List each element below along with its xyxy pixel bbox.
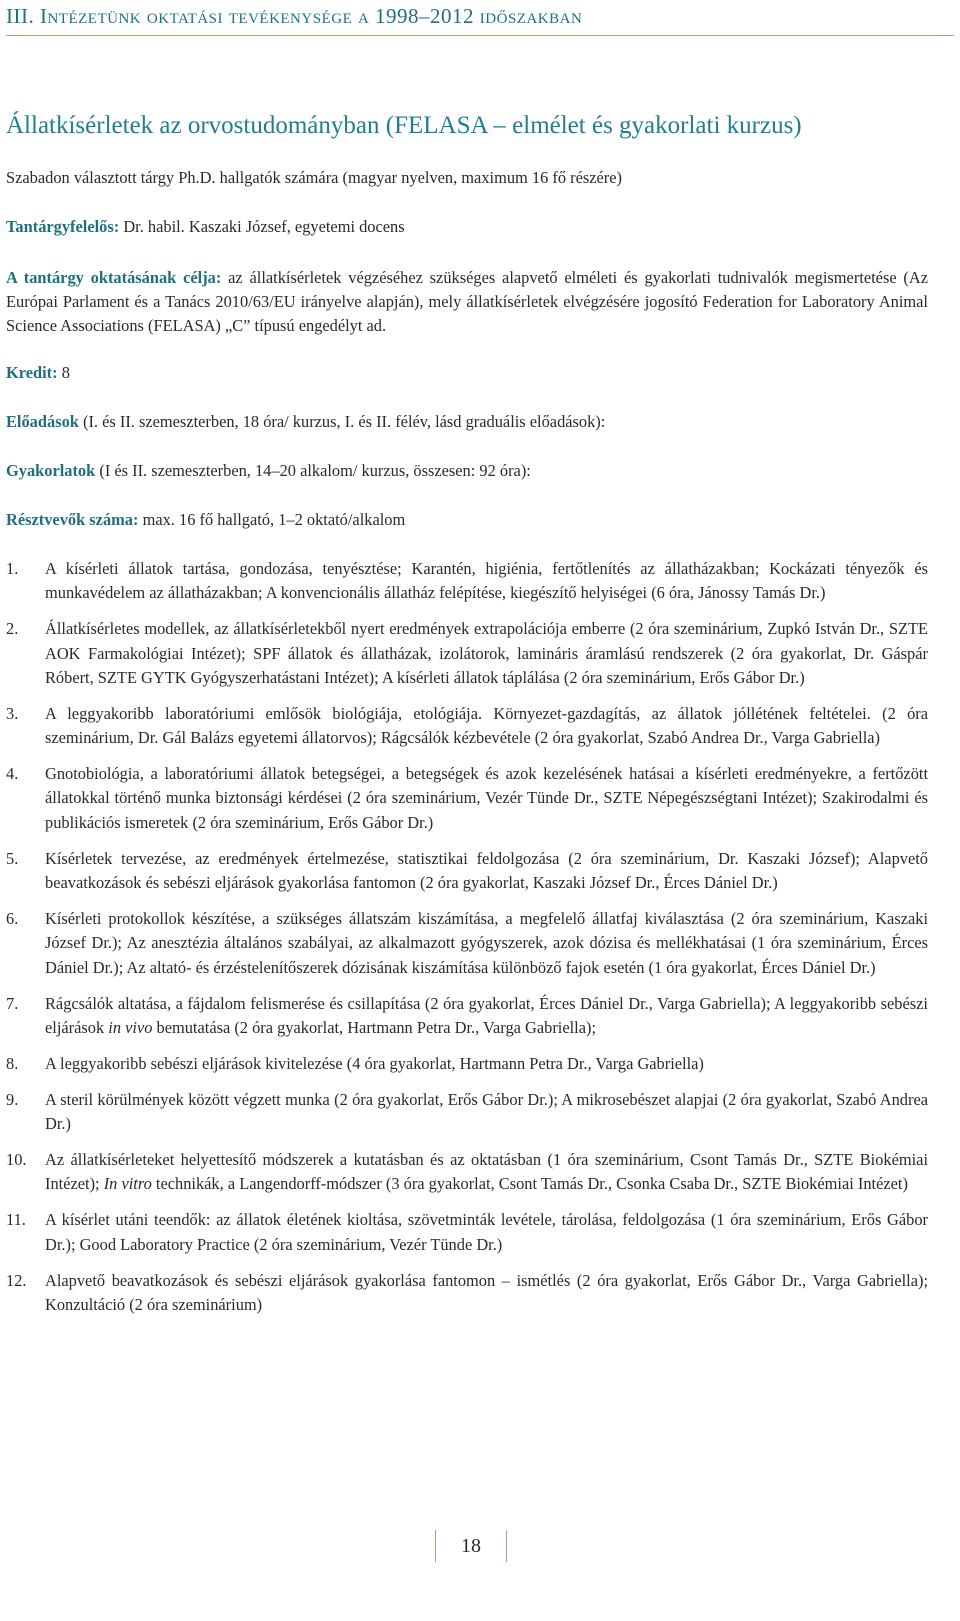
topic-text-italic: in vivo (108, 1017, 153, 1037)
responsible-label: Tantárgyfelelős: (6, 217, 120, 236)
topic-item (6, 992, 928, 1041)
topic-text: A leggyakoribb laboratóriumi emlősök biológiája, etológiája. Környezet-gazdagítás, az állatok jóllétének feltételei. (2 óra szeminárium, Dr. Gál Balázs egyetemi állatorvos); Rágcsálók kézbevétele (2 óra gyakorlat, Szabó Andrea Dr., Varga Gabriella) (45, 703, 928, 748)
topic-text: Gnotobiológia, a laboratóriumi állatok betegségei, a betegségek és azok kezelésének hatásai a kísérleti eredményekre, a fertőzött állatokkal történő munka biztonsági kérdései (2 óra szeminárium, Vezér Tünde Dr., SZTE Népegészségtani Intézet); Szakirodalmi és publikációs ismeretek (2 óra szeminárium, Erős Gábor Dr.) (45, 764, 928, 832)
topic-list (6, 557, 928, 1329)
aim-label: A tantárgy oktatásának célja: (6, 268, 222, 287)
topic-number: 2. (6, 619, 19, 639)
practicals-label: Gyakorlatok (6, 461, 96, 480)
topic-text: A kísérlet utáni teendők: az állatok életének kioltása, szövetminták levétele, tárolása, feldolgozása (1 óra szeminárium, Erős Gábor Dr.); Good Laboratory Practice (2 óra szeminárium, Vezér Tünde Dr.) (45, 1210, 928, 1254)
topic-item (6, 1088, 928, 1137)
topic-number: 4. (6, 764, 19, 784)
topic-text: Állatkísérletes modellek, az állatkísérletekből nyert eredmények extrapolációja emberre (2 óra szeminárium, Zupkó István Dr., SZTE AOK Farmakológiai Intézet); SPF állatok és állatházak, izolátorok, lamináris áramlású rendszerek (2 óra gyakorlat, Dr. Gáspár Róbert, SZTE GYTK Gyógyszerhatástani Intézet); A kísérleti állatok táplálása (2 óra szeminárium, Erős Gábor Dr.) (45, 619, 928, 687)
practicals-line (6, 461, 531, 481)
topic-item (6, 557, 928, 606)
topic-item (6, 1148, 928, 1197)
page-number: 18 (435, 1530, 507, 1562)
topic-item (6, 847, 928, 896)
topic-text-italic: In vitro (103, 1174, 152, 1194)
topic-text: Az állatkísérleteket helyettesítő módszerek a kutatásban és az oktatásban (1 óra szeminárium, Csont Tamás Dr., SZTE Biokémiai Intézet); (45, 1150, 928, 1194)
aim-text: az állatkísérletek végzéséhez szükséges alapvető elméleti és gyakorlati tudnivalók megismertetése (Az Európai Parlament és a Tanács 2010/63/EU irányelve alapján), mely állatkísérletek elvégzésére jogosító Federation for Laboratory Animal Science Associations (FELASA) „C” típusú engedélyt ad. (6, 268, 928, 335)
topic-number: 9. (6, 1089, 19, 1109)
topic-item (6, 1052, 928, 1076)
topic-number: 3. (6, 703, 19, 723)
topic-text: Rágcsálók altatása, a fájdalom felismerése és csillapítása (2 óra gyakorlat, Érces Dániel Dr., Varga Gabriella); A leggyakoribb sebészi eljárások (45, 993, 928, 1037)
topic-text: bemutatása (2 óra gyakorlat, Hartmann Petra Dr., Varga Gabriella); (152, 1017, 597, 1037)
lectures-value: (I. és II. szemeszterben, 18 óra/ kurzus, I. és II. félév, lásd graduális előadások): (83, 412, 606, 431)
topic-text: A leggyakoribb sebészi eljárások kivitelezése (4 óra gyakorlat, Hartmann Petra Dr., Varga Gabriella) (45, 1053, 704, 1073)
topic-number: 10. (6, 1150, 27, 1170)
topic-item (6, 1208, 928, 1257)
course-title: Állatkísérletek az orvostudományban (FELASA – elmélet és gyakorlati kurzus) (6, 112, 802, 139)
topic-text: A kísérleti állatok tartása, gondozása, tenyésztése; Karantén, higiénia, fertőtlenítés az állatházakban; Kockázati tényezők és munkavédelem az állatházakban; A konvencionális állatház felépítése, kiegészítő helyiségei (6 óra, Jánossy Tamás Dr.) (45, 559, 928, 603)
lectures-line (6, 412, 605, 432)
credit-label: Kredit: (6, 363, 58, 382)
topic-text: Kísérleti protokollok készítése, a szükséges állatszám kiszámítása, a megfelelő állatfaj kiválasztása (2 óra szeminárium, Kaszaki József Dr.); Az anesztézia általános szabályai, az alkalmazott gyógyszerek, azok dózisa és mellékhatásai (1 óra szeminárium, Érces Dániel Dr.); Az altató- és érzéstelenítőszerek dózisának kiszámítása különböző fajok esetén (1 óra gyakorlat, Érces Dániel Dr.) (45, 909, 928, 977)
topic-text: technikák, a Langendorff-módszer (3 óra gyakorlat, Csont Tamás Dr., Csonka Csaba Dr., SZTE Biokémiai Intézet) (151, 1174, 908, 1194)
subtitle: Szabadon választott tárgy Ph.D. hallgatók számára (magyar nyelven, maximum 16 fő részére) (6, 168, 622, 187)
topic-text: A steril körülmények között végzett munka (2 óra gyakorlat, Erős Gábor Dr.); A mikrosebészet alapjai (2 óra gyakorlat, Szabó Andrea Dr.) (45, 1089, 928, 1134)
topic-item (6, 702, 928, 751)
responsible-line (6, 217, 405, 237)
topic-number: 11. (6, 1210, 26, 1230)
topic-text: Alapvető beavatkozások és sebészi eljárások gyakorlása fantomon – ismétlés (2 óra gyakorlat, Erős Gábor Dr., Varga Gabriella); Konzultáció (2 óra szeminárium) (45, 1270, 928, 1314)
topic-item (6, 1269, 928, 1318)
topic-item (6, 907, 928, 980)
topic-number: 1. (6, 559, 19, 578)
topic-number: 6. (6, 909, 19, 928)
participants-value: max. 16 fő hallgató, 1–2 oktató/alkalom (142, 510, 406, 529)
topic-item (6, 617, 928, 690)
topic-number: 7. (6, 993, 19, 1013)
topic-item (6, 762, 928, 835)
topic-number: 8. (6, 1053, 19, 1073)
participants-label: Résztvevők száma: (6, 510, 139, 529)
credit-line (6, 363, 70, 383)
lectures-label: Előadások (6, 412, 79, 431)
practicals-value: (I és II. szemeszterben, 14–20 alkalom/ kurzus, összesen: 92 óra): (99, 461, 531, 480)
participants-line (6, 510, 405, 530)
topic-text: Kísérletek tervezése, az eredmények értelmezése, statisztikai feldolgozása (2 óra szeminárium, Dr. Kaszaki József); Alapvető beavatkozások és sebészi eljárások gyakorlása fantomon (2 óra gyakorlat, Kaszaki József Dr., Érces Dániel Dr.) (45, 848, 928, 893)
section-header: III. Intézetünk oktatási tevékenysége a 1998–2012 időszakban (6, 4, 954, 36)
responsible-value: Dr. habil. Kaszaki József, egyetemi docens (123, 217, 405, 236)
topic-number: 5. (6, 848, 19, 868)
topic-number: 12. (6, 1270, 27, 1290)
credit-value: 8 (61, 363, 70, 382)
aim-paragraph (6, 266, 928, 338)
